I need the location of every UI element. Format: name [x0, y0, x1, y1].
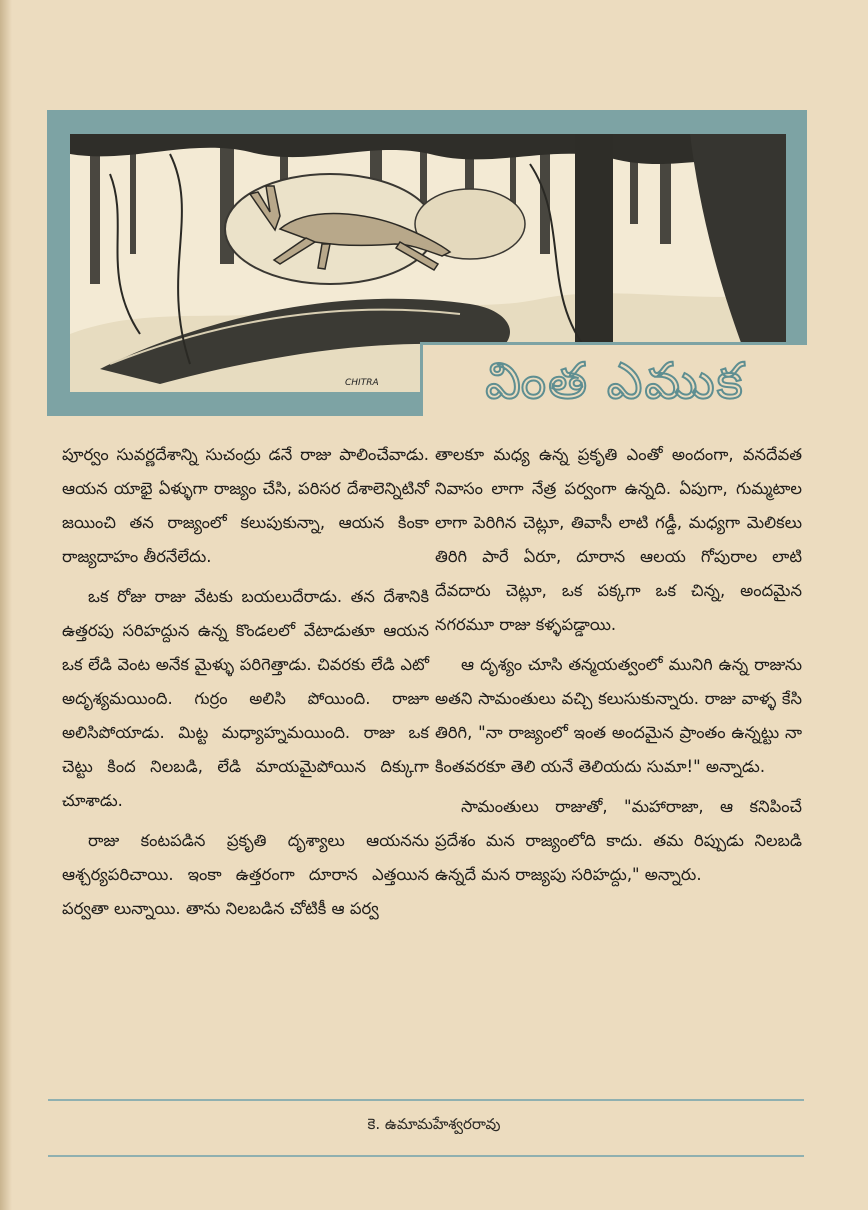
divider-top — [48, 1099, 804, 1101]
paragraph: రాజు కంటపడిన ప్రకృతి దృశ్యాలు ఆయనను ఆశ్చర్యపరిచాయి. ఇంకా ఉత్తరంగా దూరాన ఎత్తయిన పర్వతా లున్నాయి. తాను నిలబడిన చోటికీ ఆ పర్వ — [62, 831, 429, 918]
paragraph: తాలకూ మధ్య ఉన్న ప్రకృతి ఎంతో అందంగా, వనదేవత నివాసం లాగా నేత్ర పర్వంగా ఉన్నది. ఏపుగా, గుమ్మటాల లాగా పెరిగిన చెట్లూ, తివాసీ లాటి గడ్డీ, మధ్యగా మెలికలు తిరిగి పారే ఏరూ, దూరాన ఆలయ గోపురాల లాటి దేవదారు చెట్లూ, ఒక పక్కగా ఒక చిన్న, అందమైన నగరమూ రాజు కళ్ళపడ్డాయి. — [435, 445, 802, 634]
paragraph: ఒక రోజు రాజు వేటకు బయలుదేరాడు. తన దేశానికి ఉత్తరపు సరిహద్దున ఉన్న కొండలలో వేటాడుతూ ఆయన ఒక లేడి వెంట అనేక మైళ్ళు పరిగెత్తాడు. చివరకు లేడి ఎటో అదృశ్యమయింది. గుర్రం అలిసి పోయింది. రాజూ అలిసిపోయాడు. మిట్ట మధ్యాహ్నమయింది. రాజు ఒక చెట్టు కింద నిలబడి, లేడి మాయమైపోయిన దిక్కుగా చూశాడు. — [62, 587, 429, 810]
text-column-left — [62, 438, 429, 932]
paragraph: సామంతులు రాజుతో, "మహారాజా, ఆ కనిపించే ప్రదేశం మన రాజ్యంలోది కాదు. తమ రిప్పుడు నిలబడి ఉన్నదే మన రాజ్యపు సరిహద్దు," అన్నారు. — [435, 797, 802, 884]
paragraph: ఆ దృశ్యం చూసి తన్మయత్వంలో మునిగి ఉన్న రాజును అతని సామంతులు వచ్చి కలుసుకున్నారు. రాజు వాళ్ళ కేసి తిరిగి, "నా రాజ్యంలో ఇంత అందమైన ప్రాంతం ఉన్నట్టు నా కింతవరకూ తెలి యనే తెలియదు సుమా!" అన్నాడు. — [435, 655, 802, 776]
title-panel — [420, 342, 807, 416]
page-binding-edge — [0, 0, 12, 1210]
story-title: వింత ఎముక — [485, 352, 745, 410]
illustrator-signature: CHITRA — [345, 378, 379, 388]
author-name: కె. ఉమామహేశ్వరరావు — [367, 1115, 501, 1133]
text-column-right — [435, 438, 802, 898]
paragraph: పూర్వం సువర్ణదేశాన్ని సుచంద్రు డనే రాజు పాలించేవాడు. ఆయన యాభై ఏళ్ళుగా రాజ్యం చేసి, పరిసర దేశాలెన్నిటినో జయించి తన రాజ్యంలో కలుపుకున్నా, ఆయన కింకా రాజ్యదాహం తీరనేలేదు. — [62, 445, 429, 566]
divider-bottom — [48, 1155, 804, 1157]
